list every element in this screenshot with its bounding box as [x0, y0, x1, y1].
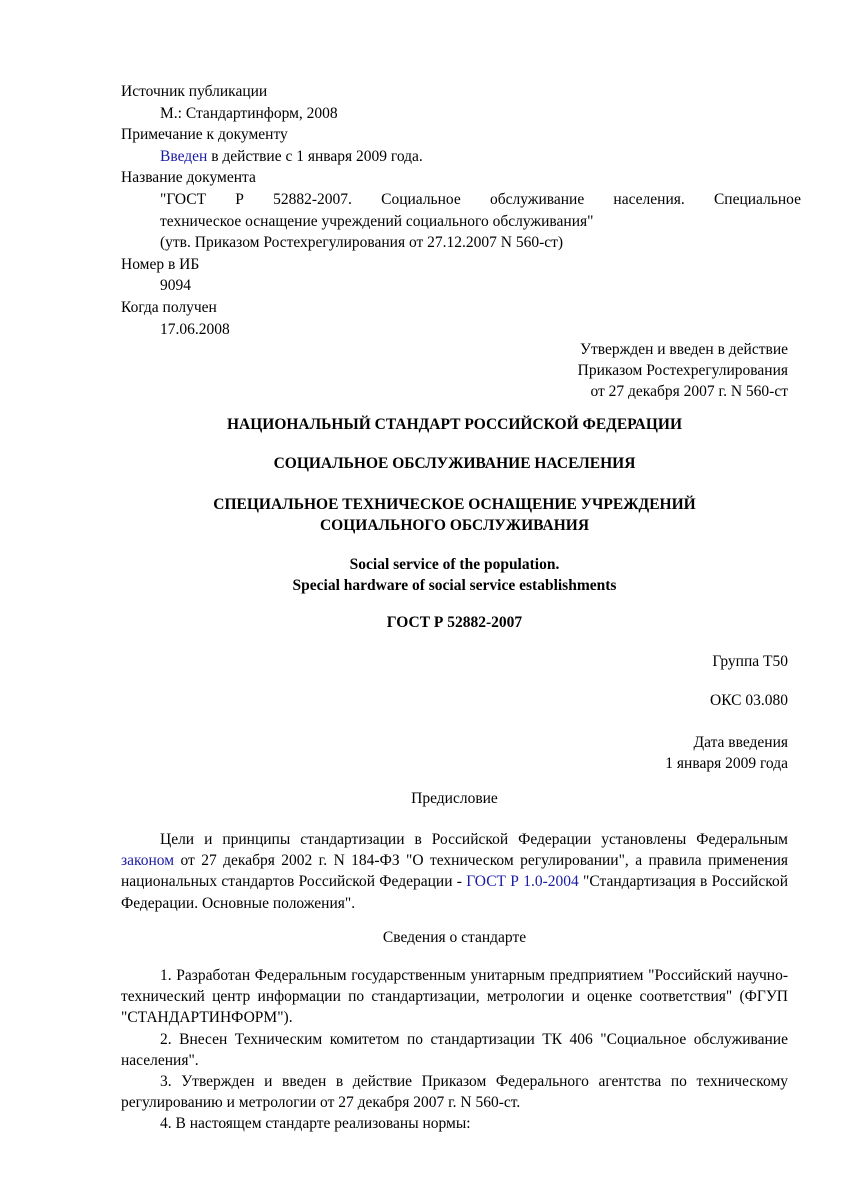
document-metadata [121, 81, 801, 340]
foreword-heading: Предисловие [411, 790, 498, 807]
special-title-line-1: СПЕЦИАЛЬНОЕ ТЕХНИЧЕСКОЕ ОСНАЩЕНИЕ УЧРЕЖДЕНИЙ [213, 496, 696, 513]
oks-code: ОКС 03.080 [710, 692, 788, 709]
about-item-2: 2. Внесен Техническим комитетом по стандартизации ТК 406 "Социальное обслуживание населения". [121, 1030, 788, 1069]
introduction-date-block [121, 732, 788, 774]
about-item-4: 4. В настоящем стандарте реализованы нормы: [160, 1115, 471, 1133]
name-line-2: техническое оснащение учреждений социального обслуживания" [160, 212, 594, 230]
gost-1-0-2004-link[interactable]: ГОСТ Р 1.0-2004 [466, 873, 579, 891]
law-link[interactable]: законом [121, 852, 175, 870]
note-label: Примечание к документу [121, 126, 288, 144]
special-title-line-2: СОЦИАЛЬНОГО ОБСЛУЖИВАНИЯ [319, 517, 590, 534]
name-line-3: (утв. Приказом Ростехрегулирования от 27.12.2007 N 560-ст) [160, 234, 564, 252]
foreword-paragraph [121, 829, 788, 914]
foreword-text [121, 829, 788, 914]
introduced-link[interactable]: Введен [160, 147, 208, 165]
source-label: Источник публикации [121, 83, 268, 100]
foreword-text-part-3: "Стандартизация в Российской Федерации. Основные положения". [121, 873, 788, 912]
introduction-date-label: Дата введения [693, 734, 788, 751]
about-standard-heading: Сведения о стандарте [382, 929, 527, 946]
approval-line-3: от 27 декабря 2007 г. N 560-ст [590, 383, 788, 400]
source-value: М.: Стандартинформ, 2008 [160, 104, 338, 122]
about-item-1: 1. Разработан Федеральным государственным унитарным предприятием "Российский научно-технический центр информации по стандартизации, метрологии и оценке соответствия" (ФГУП "СТАНДАРТИНФОРМ"). [121, 967, 788, 1027]
name-line-1: "ГОСТ Р 52882-2007. Социальное обслуживание населения. Специальное [160, 190, 801, 208]
introduction-date-value: 1 января 2009 года [665, 755, 788, 772]
group-code: Группа Т50 [712, 653, 788, 670]
gost-number: ГОСТ Р 52882-2007 [386, 614, 523, 631]
english-title [121, 554, 788, 596]
foreword-text-part-1: Цели и принципы стандартизации в Российской Федерации установлены Федеральным [160, 831, 788, 848]
ib-number-value: 9094 [160, 277, 191, 295]
approval-line-1: Утвержден и введен в действие [580, 341, 788, 358]
note-rest: в действие с 1 января 2009 года. [207, 147, 423, 165]
foreword-text-part-2: от 27 декабря 2002 г. N 184-ФЗ "О техническом регулировании", а правила применения национальных стандартов Российской Федерации - [121, 852, 788, 891]
approval-block [121, 339, 788, 402]
about-standard-list [121, 965, 788, 1135]
english-title-line-1: Social service of the population. [349, 556, 560, 573]
national-standard-title: НАЦИОНАЛЬНЫЙ СТАНДАРТ РОССИЙСКОЙ ФЕДЕРАЦИИ [226, 416, 683, 433]
approval-line-2: Приказом Ростехрегулирования [577, 362, 788, 379]
about-item-3: 3. Утвержден и введен в действие Приказом Федерального агентства по техническому регулированию и метрологии от 27 декабря 2007 г. N 560-ст. [121, 1073, 788, 1112]
note-value [160, 146, 801, 168]
received-label: Когда получен [121, 298, 217, 316]
received-value: 17.06.2008 [160, 320, 230, 338]
english-title-line-2: Special hardware of social service establishments [292, 577, 617, 594]
name-label: Название документа [121, 169, 256, 187]
social-service-title: СОЦИАЛЬНОЕ ОБСЛУЖИВАНИЕ НАСЕЛЕНИЯ [273, 455, 636, 472]
ib-number-label: Номер в ИБ [121, 255, 200, 273]
special-hardware-title [121, 494, 788, 536]
